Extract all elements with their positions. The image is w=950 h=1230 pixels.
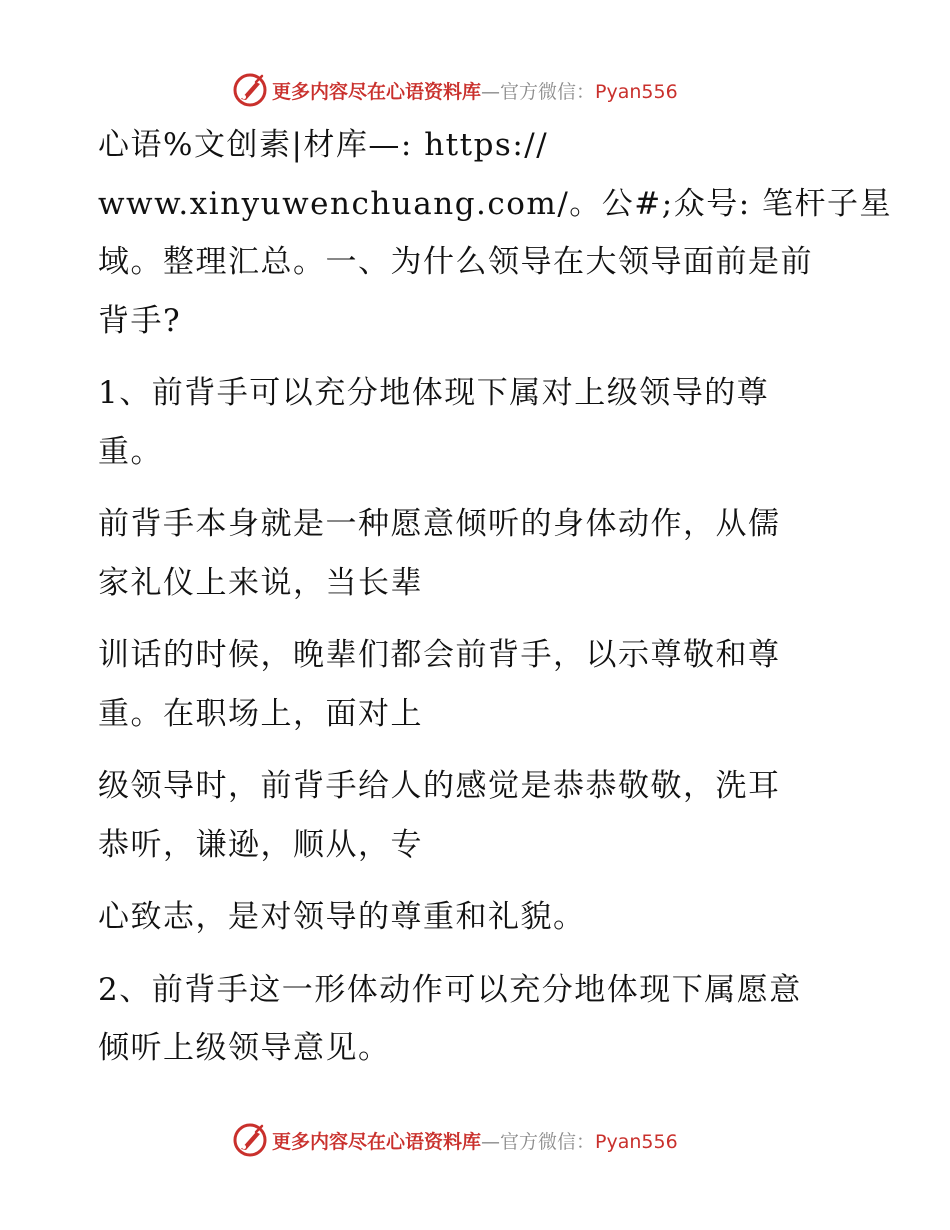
paragraph-3 bbox=[98, 495, 858, 612]
header-watermark bbox=[232, 70, 792, 110]
paragraph-line: 心语%文创素|材库—: https:// bbox=[98, 127, 549, 163]
paragraph-line: 重。 bbox=[98, 433, 163, 470]
paragraph-line: 家礼仪上来说，当长辈 bbox=[98, 564, 423, 601]
paragraph-line: 前背手本身就是一种愿意倾听的身体动作，从儒 bbox=[98, 506, 781, 542]
paragraph-line: 背手? bbox=[98, 302, 182, 339]
paragraph-6 bbox=[98, 888, 858, 947]
paragraph-line: 级领导时，前背手给人的感觉是恭恭敬敬，洗耳 bbox=[98, 768, 781, 804]
paragraph-2 bbox=[98, 364, 858, 481]
watermark-wechat-label: 官方微信： bbox=[500, 80, 596, 103]
paragraph-line: 2、前背手这一形体动作可以充分地体现下属愿意 bbox=[98, 971, 802, 1008]
watermark-brand: 更多内容尽在心语资料库 bbox=[272, 1130, 482, 1153]
document-body bbox=[98, 116, 892, 1092]
paragraph-line: 域。整理汇总。一、为什么领导在大领导面前是前 bbox=[98, 244, 813, 280]
watermark-separator: — bbox=[481, 80, 501, 103]
paragraph-line: 心致志，是对领导的尊重和礼貌。 bbox=[98, 899, 586, 935]
paragraph-line: 倾听上级领导意见。 bbox=[98, 1030, 391, 1066]
watermark-wechat-label: 官方微信： bbox=[500, 1130, 596, 1153]
paragraph-line: 恭听，谦逊，顺从，专 bbox=[98, 826, 423, 863]
paragraph-5 bbox=[98, 757, 858, 874]
watermark-brand: 更多内容尽在心语资料库 bbox=[272, 80, 482, 103]
paragraph-line: 重。在职场上，面对上 bbox=[98, 695, 423, 732]
watermark-text bbox=[272, 77, 678, 104]
paragraph-line: 1、前背手可以充分地体现下属对上级领导的尊 bbox=[98, 375, 770, 411]
watermark-wechat-id: Pyan556 bbox=[595, 1130, 678, 1153]
watermark-separator: — bbox=[481, 1130, 501, 1153]
footer-watermark bbox=[232, 1120, 792, 1160]
paragraph-4 bbox=[98, 626, 858, 743]
quill-pen-seal-icon bbox=[232, 72, 268, 108]
paragraph-line: www.xinyuwenchuang.com/。公#;众号: 笔杆子星 bbox=[98, 185, 892, 222]
watermark-text bbox=[272, 1127, 678, 1154]
paragraph-line: 训话的时候，晚辈们都会前背手，以示尊敬和尊 bbox=[98, 637, 781, 673]
quill-pen-seal-icon bbox=[232, 1122, 268, 1158]
paragraph-7 bbox=[98, 961, 858, 1078]
paragraph-1 bbox=[98, 116, 892, 350]
watermark-wechat-id: Pyan556 bbox=[595, 80, 678, 103]
